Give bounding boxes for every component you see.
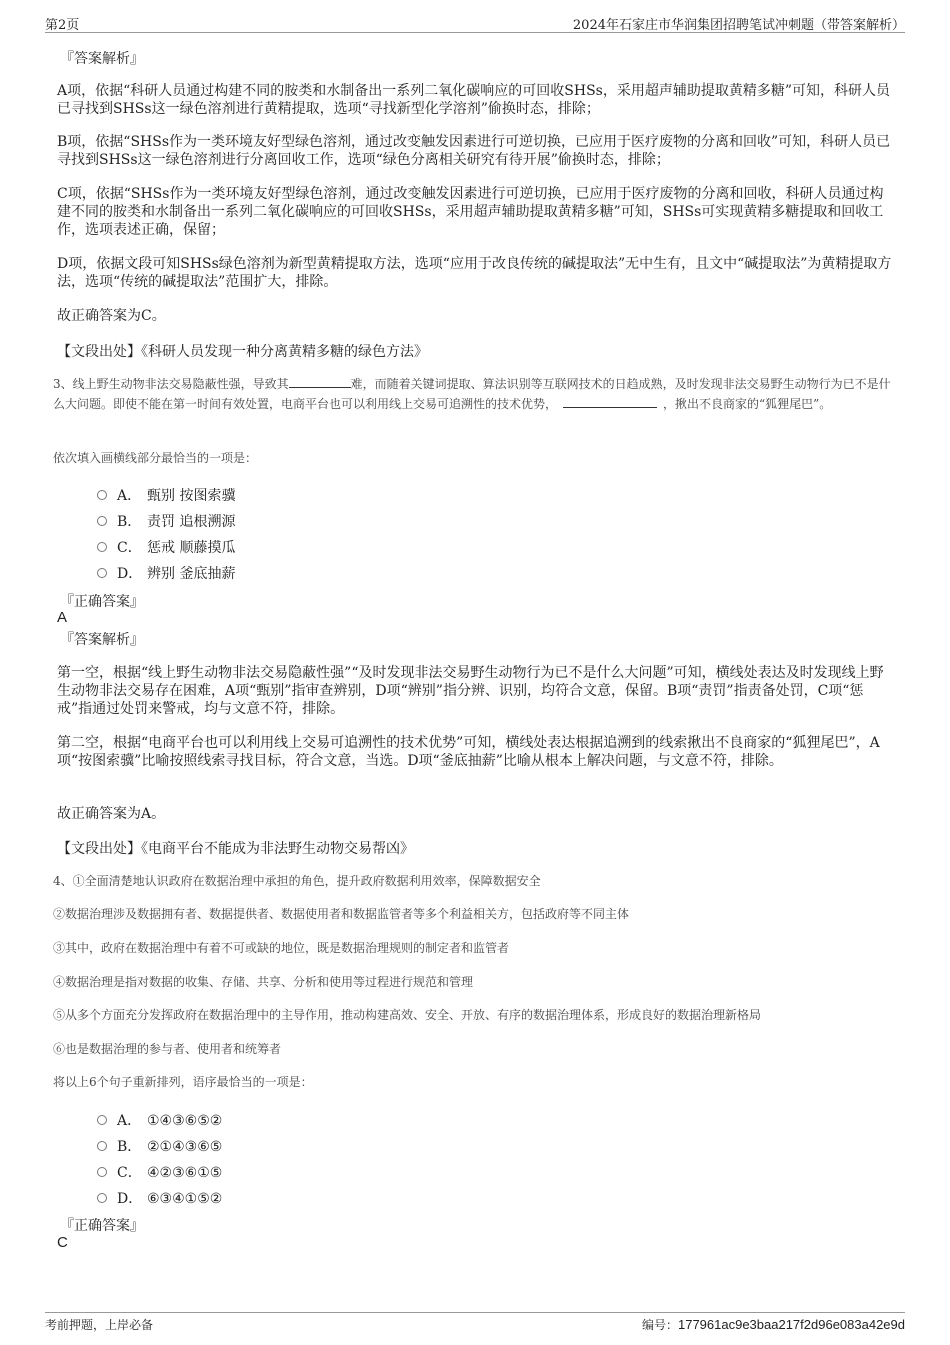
fill-blank-2: [563, 396, 657, 408]
q4-option-c[interactable]: C． ④②③⑥①⑤: [97, 1162, 222, 1182]
q3-correct-answer: A: [57, 609, 68, 626]
q4-correct-label: 『正确答案』: [60, 1218, 144, 1234]
q3-analysis-2: 第二空，根据“电商平台也可以利用线上交易可追溯性的技术优势”可知，横线处表达根据追溯到的线索揪出不良商家的“狐狸尾巴”，A项“按图索骥”比喻按照线索寻找目标，符合文意，当选。D项“釜底抽薪”比喻从根本上解决问题，与文意不符，排除。: [57, 735, 880, 769]
q4-option-a[interactable]: A． ①④③⑥⑤②: [97, 1110, 222, 1130]
radio-icon[interactable]: [97, 542, 107, 552]
q3-option-d[interactable]: D． 辨别 釜底抽薪: [97, 563, 235, 583]
q2-analysis-c: C项，依据“SHSs作为一类环境友好型绿色溶剂，通过改变触发因素进行可逆切换，已应用于医疗废物的分离和回收，科研人员通过构建不同的胺类和水制备出一系列二氧化碳响应的可回收SHSs，采用超声辅助提取黄精多糖”可知，SHSs可实现黄精多糖提取和回收工作，选项表述正确，保留；: [57, 186, 884, 238]
q4-sentence-2: ②数据治理涉及数据拥有者、数据提供者、数据使用者和数据监管者等多个利益相关方，包括政府等不同主体: [53, 907, 630, 921]
q4-sentence-4: ④数据治理是指对数据的收集、存储、共享、分析和使用等过程进行规范和管理: [53, 975, 474, 989]
q4-prompt: 将以上6个句子重新排列，语序最恰当的一项是：: [53, 1075, 313, 1089]
q2-analysis-d: D项，依据文段可知SHSs绿色溶剂为新型黄精提取方法，选项“应用于改良传统的碱提取法”无中生有，且文中“碱提取法”为黄精提取方法，选项“传统的碱提取法”范围扩大，排除。: [57, 256, 892, 290]
q3-option-b[interactable]: B． 责罚 追根溯源: [97, 511, 235, 531]
q3-conclusion: 故正确答案为A。: [57, 806, 166, 822]
q4-option-b[interactable]: B． ②①④③⑥⑤: [97, 1136, 222, 1156]
q4-sentence-1: 4、①全面清楚地认识政府在数据治理中承担的角色，提升政府数据利用效率，保障数据安全: [53, 874, 541, 888]
radio-icon[interactable]: [97, 1141, 107, 1151]
document-title: 2024年石家庄市华润集团招聘笔试冲刺题（带答案解析）: [572, 18, 905, 33]
radio-icon[interactable]: [97, 568, 107, 578]
footer-slogan: 考前押题，上岸必备: [45, 1318, 154, 1332]
q3-option-c[interactable]: C． 惩戒 顺藤摸瓜: [97, 537, 235, 557]
q4-sentence-5: ⑤从多个方面充分发挥政府在数据治理中的主导作用，推动构建高效、安全、开放、有序的数据治理体系，形成良好的数据治理新格局: [53, 1008, 762, 1022]
q4-option-d[interactable]: D． ⑥③④①⑤②: [97, 1188, 222, 1208]
q3-option-a[interactable]: A． 甄别 按图索骥: [97, 485, 235, 505]
radio-icon[interactable]: [97, 1167, 107, 1177]
q4-sentence-3: ③其中，政府在数据治理中有着不可或缺的地位，既是数据治理规则的制定者和监管者: [53, 941, 510, 955]
page-number: 第2页: [45, 18, 80, 33]
q3-source: 【文段出处】《电商平台不能成为非法野生动物交易帮凶》: [57, 841, 414, 857]
page-footer: [45, 1312, 905, 1337]
q2-analysis-b: B项，依据“SHSs作为一类环境友好型绿色溶剂，通过改变触发因素进行可逆切换，已应用于医疗废物的分离和回收”可知，科研人员已寻找到SHSs这一绿色溶剂进行分离回收工作，选项“绿色分离相关研究有待开展”偷换时态，排除；: [57, 134, 891, 168]
radio-icon[interactable]: [97, 490, 107, 500]
q3-stem: 3、线上野生动物非法交易隐蔽性强，导致其 难，而随着关键词提取、算法识别等互联网技术的日趋成熟，及时发现非法交易野生动物行为已不是什么大问题。即使不能在第一时间有效处置，电商平台也可以利用线上交易可追溯性的技术优势， ，揪出不良商家的“狐狸尾巴”。: [53, 377, 891, 411]
radio-icon[interactable]: [97, 516, 107, 526]
q3-analysis-label: 『答案解析』: [60, 632, 144, 648]
q2-analysis-a: A项，依据“科研人员通过构建不同的胺类和水制备出一系列二氧化碳响应的可回收SHSs，采用超声辅助提取黄精多糖”可知，科研人员已寻找到SHSs这一绿色溶剂进行黄精提取，选项“寻找新型化学溶剂”偷换时态，排除；: [57, 83, 890, 117]
q2-analysis-label: 『答案解析』: [60, 51, 144, 67]
radio-icon[interactable]: [97, 1115, 107, 1125]
q3-correct-label: 『正确答案』: [60, 594, 144, 610]
q4-sentence-6: ⑥也是数据治理的参与者、使用者和统筹者: [53, 1042, 282, 1056]
q3-analysis-1: 第一空，根据“线上野生动物非法交易隐蔽性强”“及时发现非法交易野生动物行为已不是什么大问题”可知，横线处表达及时发现线上野生动物非法交易存在困难，A项“甄别”指审查辨别，D项“辨别”指分辨、识别，均符合文意，保留。B项“责罚”指责备处罚，C项“惩戒”指通过处罚来警戒，均与文意不符，排除。: [57, 665, 884, 717]
q2-conclusion: 故正确答案为C。: [57, 308, 166, 324]
radio-icon[interactable]: [97, 1193, 107, 1203]
q4-correct-answer: C: [57, 1234, 68, 1251]
q2-source: 【文段出处】《科研人员发现一种分离黄精多糖的绿色方法》: [57, 344, 428, 360]
footer-code: 编号：177961ac9e3baa217f2d96e083a42e9d: [641, 1317, 905, 1332]
page-header: [45, 12, 905, 33]
q3-prompt: 依次填入画横线部分最恰当的一项是：: [53, 451, 258, 465]
fill-blank-1: [289, 376, 351, 388]
